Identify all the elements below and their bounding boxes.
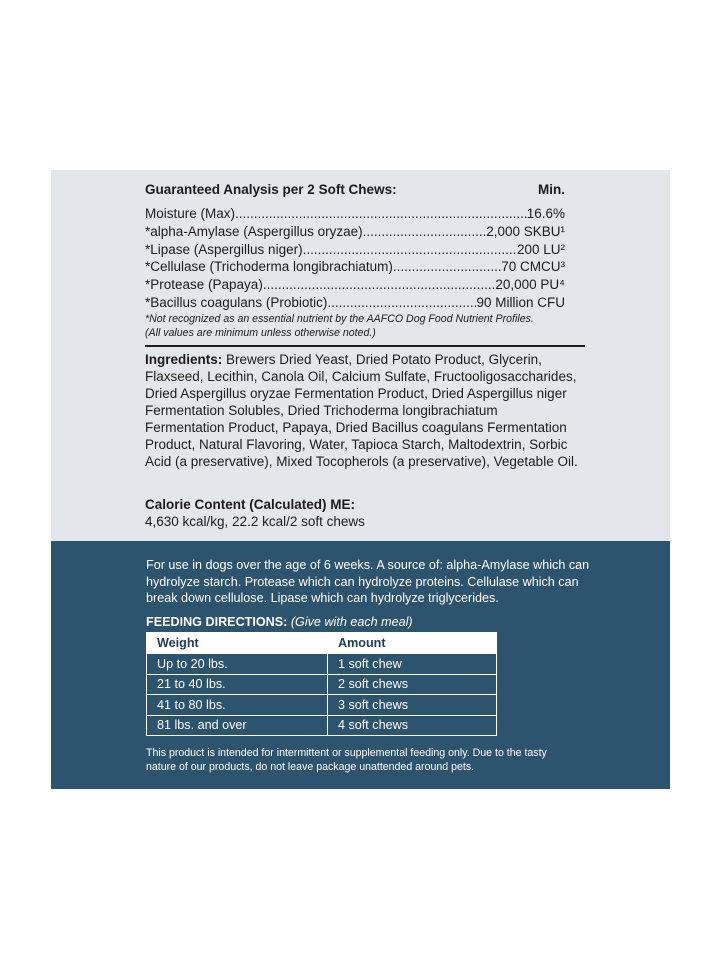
leader-dots <box>263 276 496 294</box>
analysis-label: *Bacillus coagulans (Probiotic) <box>145 294 328 310</box>
weight-cell: 81 lbs. and over <box>147 715 328 736</box>
analysis-value: 70 CMCU³ <box>501 259 565 275</box>
ingredients <box>145 351 580 470</box>
amount-cell: 1 soft chew <box>328 654 497 675</box>
amount-cell: 3 soft chews <box>328 695 497 716</box>
calorie-value: 4,630 kcal/kg, 22.2 kcal/2 soft chews <box>145 514 365 529</box>
feeding-directions-title: FEEDING DIRECTIONS: <box>146 615 288 629</box>
analysis-value: 16.6% <box>526 206 565 221</box>
calorie-content <box>145 496 580 530</box>
feeding-directions-heading <box>146 615 413 629</box>
ingredients-text: Brewers Dried Yeast, Dried Potato Product, Glycerin, Flaxseed, Lecithin, Canola Oil, Calcium Sulfate, Fructooligosaccharides, Dried Aspergillus oryzae Fermentation Product, Dried Aspergillus niger Fermentation Solubles, Dried Trichoderma longibrachiatum Fermentation Product, Papaya, Dried Bacillus coagulans Fermentation Product, Natural Flavoring, Water, Tapioca Starch, Maltodextrin, Sorbic Acid (a preservative), Mixed Tocopherols (a preservative), Vegetable Oil. <box>145 352 578 469</box>
feeding-directions-subtitle: (Give with each meal) <box>290 615 413 629</box>
leader-dots <box>235 205 527 223</box>
analysis-label: *Lipase (Aspergillus niger) <box>145 241 303 257</box>
leader-dots <box>327 294 476 312</box>
aafco-note: *Not recognized as an essential nutrient by the AAFCO Dog Food Nutrient Profiles. <box>145 312 534 325</box>
analysis-label: Moisture (Max) <box>145 206 236 221</box>
analysis-label: *alpha-Amylase (Aspergillus oryzae) <box>145 223 363 239</box>
usage-text: For use in dogs over the age of 6 weeks. A source of: alpha-Amylase which can hydrolyze starch. Protease which can hydrolyze proteins. Cellulase which can break down cellulose. Lipase which can hydrolyze triglycerides. <box>146 558 590 605</box>
table-row <box>147 715 497 736</box>
nutrition-panel <box>51 170 670 541</box>
amount-header: Amount <box>328 633 497 654</box>
weight-cell: Up to 20 lbs. <box>147 654 328 675</box>
directions-panel <box>51 541 670 789</box>
analysis-value: 20,000 PU⁴ <box>495 277 565 293</box>
table-row <box>147 654 497 675</box>
feeding-table <box>146 632 497 736</box>
analysis-row <box>145 241 565 259</box>
section-divider <box>145 345 585 347</box>
analysis-label: *Protease (Papaya) <box>145 277 263 293</box>
calorie-title: Calorie Content (Calculated) ME: <box>145 497 356 512</box>
analysis-value: 2,000 SKBU¹ <box>486 223 565 239</box>
analysis-value: 200 LU² <box>516 241 565 257</box>
analysis-row <box>145 205 565 223</box>
guaranteed-analysis-title: Guaranteed Analysis per 2 Soft Chews: <box>145 182 397 197</box>
leader-dots <box>303 241 517 259</box>
amount-cell: 2 soft chews <box>328 674 497 695</box>
table-header-row <box>147 633 497 654</box>
analysis-row <box>145 223 565 241</box>
disclaimer: This product is intended for intermittent or supplemental feeding only. Due to the tasty nature of our products, do not leave package unattended around pets. <box>146 747 547 773</box>
analysis-value: 90 Million CFU <box>476 294 565 310</box>
table-row <box>147 674 497 695</box>
weight-cell: 41 to 80 lbs. <box>147 695 328 716</box>
guaranteed-analysis-header <box>145 182 565 197</box>
leader-dots <box>363 223 487 241</box>
min-label: Min. <box>538 182 565 197</box>
weight-cell: 21 to 40 lbs. <box>147 674 328 695</box>
minimum-note: (All values are minimum unless otherwise noted.) <box>145 326 376 339</box>
analysis-row <box>145 258 565 276</box>
analysis-label: *Cellulase (Trichoderma longibrachiatum) <box>145 259 393 275</box>
ingredients-title: Ingredients: <box>145 352 223 367</box>
analysis-row <box>145 276 565 294</box>
leader-dots <box>393 258 501 276</box>
guaranteed-analysis <box>145 182 565 340</box>
weight-header: Weight <box>147 633 328 654</box>
table-row <box>147 695 497 716</box>
amount-cell: 4 soft chews <box>328 715 497 736</box>
analysis-row <box>145 294 565 312</box>
